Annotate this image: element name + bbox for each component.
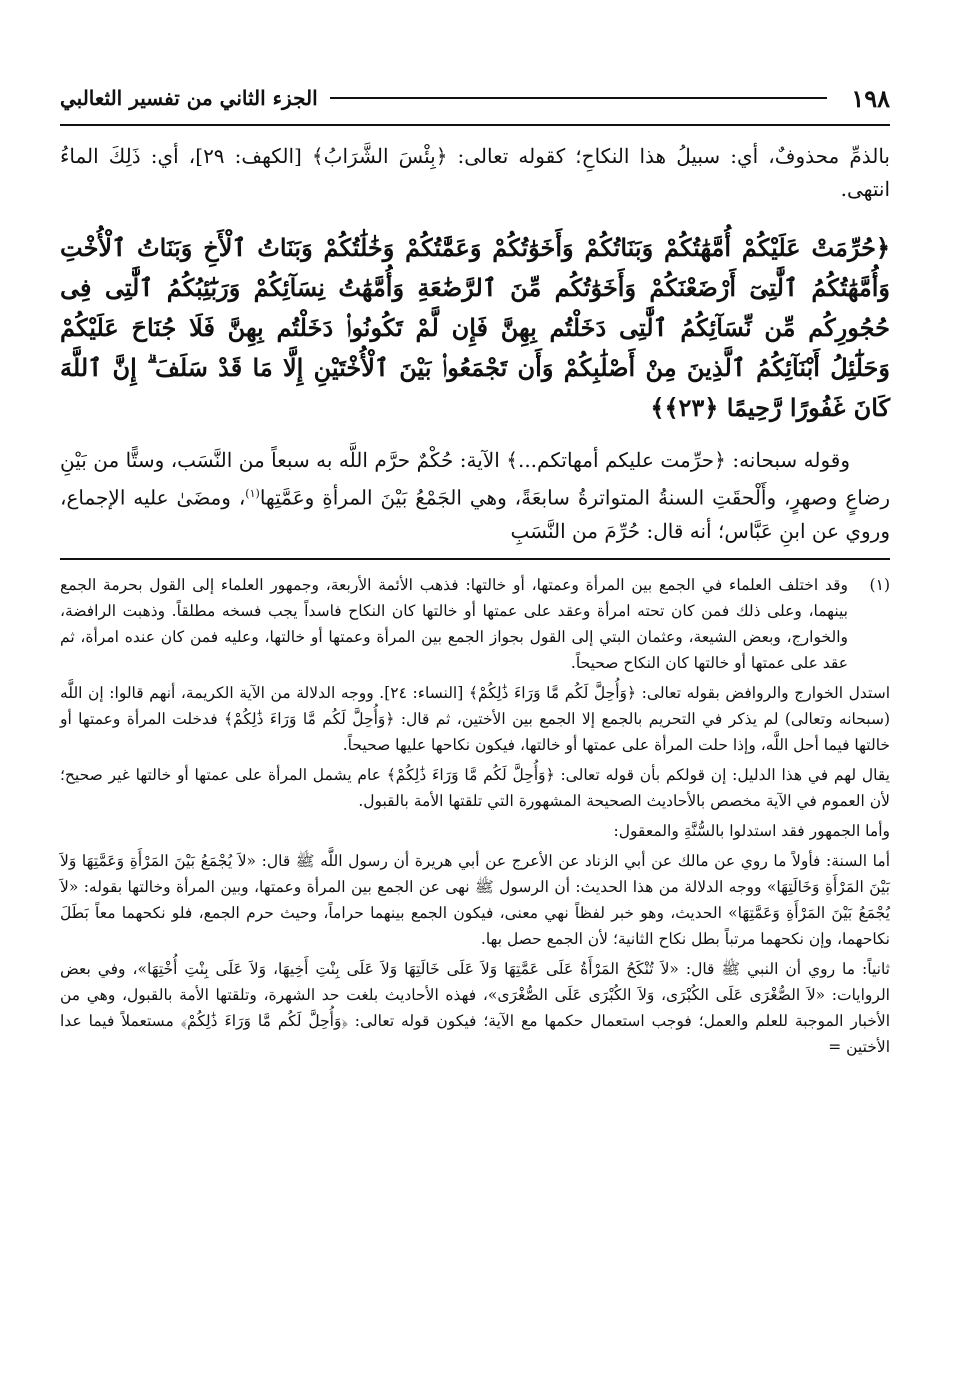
- page-number: ١٩٨: [851, 83, 890, 113]
- header-underline: [60, 124, 890, 126]
- footnote-paragraph-3: يقال لهم في هذا الدليل: إن قولكم بأن قوله تعالى: ﴿وَأُحِلَّ لَكُم مَّا وَرَاءَ ذَٰلِكُمْ﴾ عام يشمل المرأة على عمتها أو خالتها غير صحيح؛ لأن العموم في الآية مخصص بالأحاديث الصحيحة المشهورة التي تلقتها الأمة بالقبول.: [60, 765, 890, 810]
- footnote-paragraph-4: وأما الجمهور فقد استدلوا بالسُّنَّةِ والمعقول:: [613, 821, 890, 840]
- footnote-reference: (١): [245, 487, 260, 500]
- footnote-1: [60, 572, 890, 676]
- paragraph-2: [60, 444, 890, 548]
- quran-verse: ﴿حُرِّمَتْ عَلَيْكُمْ أُمَّهَٰتُكُمْ وَبَنَاتُكُمْ وَأَخَوَٰتُكُمْ وَعَمَّٰتُكُمْ وَخَٰلَٰتُكُمْ وَبَنَاتُ ٱلْأَخِ وَبَنَاتُ ٱلْأُخْتِ وَأُمَّهَٰتُكُمُ ٱلَّٰتِىٓ أَرْضَعْنَكُمْ وَأَخَوَٰتُكُم مِّنَ ٱلرَّضَٰعَةِ وَأُمَّهَٰتُ نِسَآئِكُمْ وَرَبَٰٓئِبُكُمُ ٱلَّٰتِى فِى حُجُورِكُم مِّن نِّسَآئِكُمُ ٱلَّٰتِى دَخَلْتُم بِهِنَّ فَإِن لَّمْ تَكُونُوا۟ دَخَلْتُم بِهِنَّ فَلَا جُنَاحَ عَلَيْكُمْ وَحَلَٰٓئِلُ أَبْنَآئِكُمُ ٱلَّذِينَ مِنْ أَصْلَٰبِكُمْ وَأَن تَجْمَعُوا۟ بَيْنَ ٱلْأُخْتَيْنِ إِلَّا مَا قَدْ سَلَفَ ۗ إِنَّ ٱللَّهَ كَانَ غَفُورًا رَّحِيمًا ﴿٢٣﴾﴾: [60, 233, 891, 422]
- paragraph-2-text-a: وقوله سبحانه: ﴿حرِّمت عليكم أمهاتكم...﴾ الآية: حُكْمٌ حرَّم اللَّه به سبعاً من النَّسَب، وستًّا من بَيْنِ رضاعٍ وصهرٍ، وأَلْحقَتِ السنةُ المتواترةُ سابعَةً، وهي الجَمْعُ بَيْنَ المرأةِ وعَمَّتِها: [60, 448, 890, 510]
- footnote-paragraph-2: استدل الخوارج والروافض بقوله تعالى: ﴿وَأُحِلَّ لَكُم مَّا وَرَاءَ ذَٰلِكُمْ﴾ [النساء: ٢٤]. ووجه الدلالة من الآية الكريمة، أنهم قالوا: إن اللَّه (سبحانه وتعالى) لم يذكر في التحريم بالجمع إلا الجمع بين الأختين، ثم قال: ﴿وَأُحِلَّ لَكُم مَّا وَرَاءَ ذَٰلِكُمْ﴾ فدخلت المرأة وعمتها أو خالتها فيما أحل اللَّه، وإذا حلت المرأة على عمتها أو خالتها، فيكون نكاحها عليها صحيحاً.: [60, 683, 890, 754]
- paragraph-2-text-b: ، ومضَىٰ عليه الإجماع، وروي عن ابنِ عَبَّاس؛ أنه قال: حُرِّمَ من النَّسَبِ: [60, 485, 890, 543]
- running-title: الجزء الثاني من تفسير الثعالبي: [60, 86, 318, 110]
- footnote-paragraph-5: أما السنة: فأولاً ما روي عن مالك عن أبي الزناد عن الأعرج عن أبي هريرة أن رسول اللَّه ﷺ قال: «لاَ يُجْمَعُ بَيْنَ المَرْأَةِ وَعَمَّتِهَا وَلاَ بَيْنَ المَرْأَةِ وَخَالَتِهَا» ووجه الدلالة من هذا الحديث: أن الرسول ﷺ نهى عن الجمع بين المرأة وعمتها، وبين المرأة وخالتها بقوله: «لاَ يُجْمَعُ بَيْنَ المَرْأَةِ وَعَمَّتِهَا» الحديث، وهو خبر لفظاً نهي معنى، فيكون الجمع بينهما حراماً، وحيث حرم الجمع، فلو نكحهما معاً بَطَلَ نكاحهما، وإن نكحهما مرتباً بطل نكاح الثانية؛ لأن الجمع حصل بها.: [60, 851, 890, 948]
- footnote-paragraph-6: ثانياً: ما روي أن النبي ﷺ قال: «لاَ تُنْكَحُ المَرْأَةُ عَلَى عَمَّتِهَا وَلاَ عَلَى خَالَتِهَا وَلاَ عَلَى بِنْتِ أَخِيهَا، وَلاَ عَلَى بِنْتِ أُخْتِهَا»، وفي بعض الروايات: «لاَ الصُّغْرَى عَلَى الكُبْرَى، وَلاَ الكُبْرَى عَلَى الصُّغْرَى»، فهذه الأحاديث بلغت حد الشهرة، وتلقتها الأمة بالقبول، وهي من الأخبار الموجبة للعلم والعمل؛ فوجب استعمال حكمها مع الآية؛ فيكون قوله تعالى: ﴿وَأُحِلَّ لَكُم مَّا وَرَاءَ ذَٰلِكُمْ﴾ مستعملاً فيما عدا الأختين =: [60, 959, 890, 1056]
- footnote-separator: [60, 558, 890, 560]
- footnote-marker: (١): [869, 575, 890, 594]
- footnote-1-text: وقد اختلف العلماء في الجمع بين المرأة وعمتها، أو خالتها: فذهب الأئمة الأربعة، وجمهور العلماء إلى القول بحرمة الجمع بينهما، وعلى ذلك فمن كان تحته امرأة وعقد على عمتها أو خالتها كان النكاح فاسداً يجب فسخه مطلقاً. وذهبت الرافضة، والخوارج، وبعض الشيعة، وعثمان البتي إلى القول بجواز الجمع بين المرأة وعمتها أو خالتها، وعليه فمن كان عنده امرأة، ثم عقد على عمتها أو خالتها كان النكاح صحيحاً.: [60, 575, 848, 672]
- page-header: [60, 78, 890, 118]
- header-rule: [330, 97, 828, 99]
- page: [60, 78, 890, 1060]
- paragraph-1: بالذمِّ محذوفٌ، أي: سبيلُ هذا النكاحِ؛ كقوله تعالى: ﴿بِئْسَ الشَّرَابُ﴾ [الكهف: ٢٩]، أي: ذَلِكَ الماءُ انتهى.: [60, 144, 890, 201]
